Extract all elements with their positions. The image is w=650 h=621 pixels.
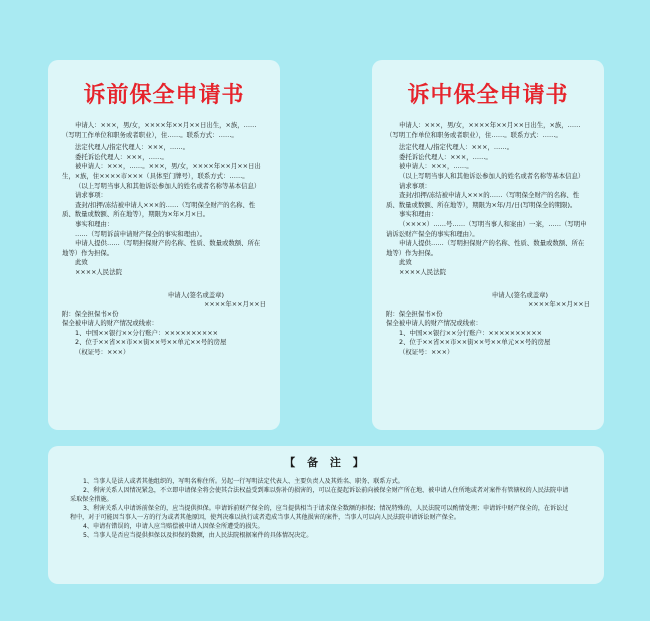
remark-item: 4、申请有错误的，申请人应当赔偿被申请人因保全所遭受的损失。: [83, 523, 264, 530]
pre-litigation-application-card: [48, 60, 280, 430]
paragraph: 法定代理人/指定代理人：×××，……。: [75, 143, 190, 152]
paragraph: （权证号：×××）: [75, 348, 130, 357]
remark-item: 2、利害关系人因情况紧急，不立即申请保全将会使其合法权益受到难以弥补的损害的，可以在提起诉讼前向被保全财产所在地、被申请人住所地或者对案件有管辖权的人民法院申请采取保全措施。: [70, 487, 569, 503]
paragraph: ……（写明诉前申请财产保全的事实和理由）。: [75, 229, 207, 238]
remark-item: 3、利害关系人申请诉前保全的，应当提供担保。申请诉前财产保全的，应当提供相当于请求保全数额的担保；情况特殊的，人民法院可以酌情处理；申请诉中财产保全的，在诉讼过程中，对于可能因当事人一方的行为或者其他原因，使判决难以执行或者造成当事人其他损害的案件，当事人可以向人民法院申请诉讼财产保全。: [70, 505, 569, 521]
paragraph: ××××年××月××日: [203, 300, 266, 309]
paragraph: 附：保全担保书×份: [62, 309, 119, 318]
paragraph: 委托诉讼代理人：×××，……。: [75, 152, 168, 161]
paragraph: ××××年××月××日: [527, 300, 590, 309]
paragraph: 申请人提供……（写明担保财产的名称、性质、数量或数额、所在地等）作为担保。: [386, 239, 585, 257]
paragraph: 2、位于××省××市××街××号××单元××号的房屋: [75, 338, 227, 347]
pre-litigation-body: [48, 121, 280, 358]
paragraph: 法定代理人/指定代理人：×××，……。: [399, 143, 514, 152]
remark-item: 1、当事人是法人或者其他组织的，写明名称住所。另起一行写明法定代表人、主要负责人及其姓名、职务、联系方式。: [83, 478, 404, 485]
paragraph: 保全被申请人的财产情况或线索：: [62, 319, 158, 328]
paragraph: 委托诉讼代理人：×××，……。: [399, 152, 492, 161]
paragraph: 附：保全担保书×份: [386, 309, 443, 318]
paragraph: 此致: [75, 258, 88, 267]
paragraph: 申请人：×××，男/女，××××年××月××日出生，×族，……（写明工作单位和职务或者职业），住……。联系方式：……。: [386, 121, 581, 139]
in-litigation-title: 诉中保全申请书: [407, 83, 569, 108]
paragraph: 事实和理由：: [75, 219, 114, 228]
paragraph: 查封/扣押/冻结被申请人×××的……（写明保全财产的名称、性质、数量或数额、所在地等），期限为×年/月/日(写明保全的期限)。: [386, 191, 580, 209]
in-litigation-body: [372, 121, 604, 358]
paragraph: 事实和理由：: [399, 210, 438, 219]
remarks-body: [48, 477, 604, 540]
paragraph: 申请人：×××，男/女，××××年××月××日出生，×族，……（写明工作单位和职务或者职业），住……。联系方式：……。: [62, 121, 257, 139]
remarks-card: [48, 446, 604, 584]
paragraph: 1、中国××银行××分行账户：××××××××××: [75, 328, 218, 337]
in-litigation-application-card: [372, 60, 604, 430]
paragraph: ××××人民法院: [75, 267, 122, 276]
paragraph: 申请人提供……（写明担保财产的名称、性质、数量或数额、所在地等）作为担保。: [62, 239, 261, 257]
paragraph: 保全被申请人的财产情况或线索：: [386, 319, 482, 328]
paragraph: 2、位于××省××市××街××号××单元××号的房屋: [399, 338, 551, 347]
paragraph: 申请人(签名或盖章): [167, 290, 224, 299]
paragraph: （××××）……号……（写明当事人和案由）一案，……（写明申请诉讼财产保全的事实和理由）。: [386, 219, 587, 238]
remark-item: 5、当事人是否应当提供担保以及担保的数额，由人民法院根据案件的具体情况决定。: [83, 532, 313, 539]
paragraph: 1、中国××银行××分行账户：××××××××××: [399, 328, 542, 337]
pre-litigation-title: 诉前保全申请书: [83, 83, 245, 108]
paragraph: 此致: [399, 258, 412, 267]
paragraph: 被申请人：×××，……。×××，男/女，××××年××月××日出生，×族，住××××市×××（具体至门牌号），联系方式：……。: [62, 162, 261, 180]
remarks-title: 【 备 注 】: [284, 456, 368, 469]
paragraph: （以上写明当事人和其他诉讼参加人的姓名或者名称等基本信息）: [75, 181, 261, 190]
paragraph: 被申请人：×××，……。: [399, 162, 473, 171]
paragraph: 请求事项：: [75, 191, 107, 200]
paragraph: （权证号：×××）: [399, 348, 454, 357]
paragraph: 查封/扣押/冻结被申请人×××的……（写明保全财产的名称、性质、数量或数额、所在地等），期限为×年×月×日。: [62, 200, 256, 219]
paragraph: 申请人(签名或盖章): [491, 290, 548, 299]
paragraph: （以上写明当事人和其他诉讼参加人的姓名或者名称等基本信息）: [399, 171, 585, 180]
paragraph: 请求事项：: [399, 181, 431, 190]
paragraph: ××××人民法院: [399, 267, 446, 276]
